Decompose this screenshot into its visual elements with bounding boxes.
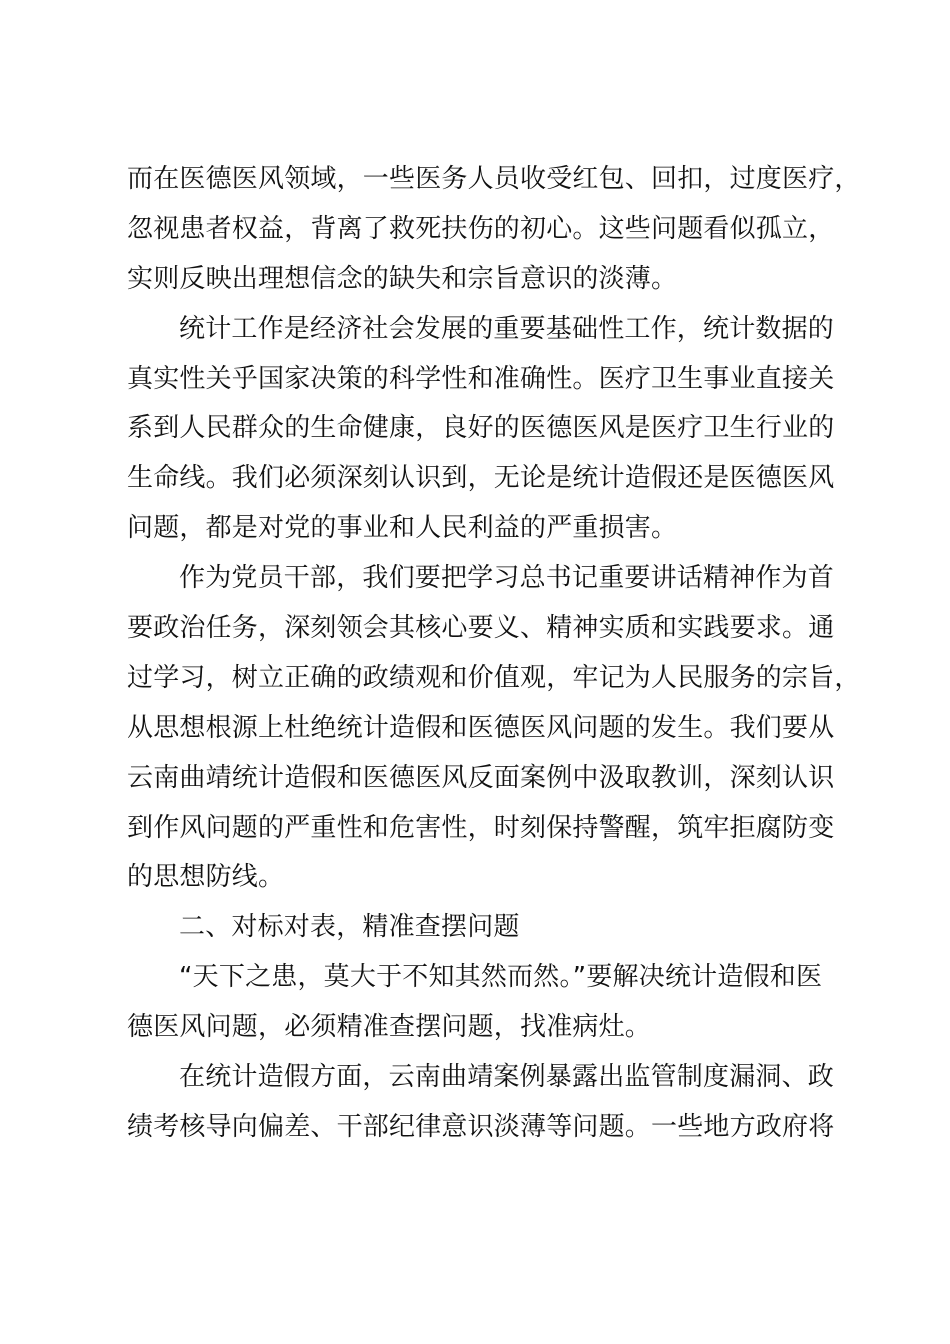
text-line: 真实性关乎国家决策的科学性和准确性。医疗卫生事业直接关 — [127, 363, 835, 394]
text-line: 生命线。我们必须深刻认识到，无论是统计造假还是医德医风 — [127, 463, 835, 494]
text-line: 从思想根源上杜绝统计造假和医德医风问题的发生。我们要从 — [127, 712, 835, 743]
section-heading: 二、对标对表，精准查摆问题 — [179, 912, 520, 943]
text-line: 忽视患者权益，背离了救死扶伤的初心。这些问题看似孤立， — [127, 213, 835, 244]
paragraph-first-line: 在统计造假方面，云南曲靖案例暴露出监管制度漏洞、政 — [179, 1062, 835, 1093]
text-line: 到作风问题的严重性和危害性，时刻保持警醒，筑牢拒腐防变 — [127, 812, 835, 843]
text-line: 而在医德医风领域，一些医务人员收受红包、回扣，过度医疗， — [127, 164, 861, 194]
paragraph-first-line: “天下之患，莫大于不知其然而然。”要解决统计造假和医 — [179, 962, 823, 993]
document-body — [127, 155, 861, 1153]
text-line: 问题，都是对党的事业和人民利益的严重损害。 — [127, 513, 678, 544]
paragraph-first-line: 作为党员干部，我们要把学习总书记重要讲话精神作为首 — [179, 563, 835, 594]
paragraph-first-line: 统计工作是经济社会发展的重要基础性工作，统计数据的 — [179, 313, 835, 344]
text-line: 绩考核导向偏差、干部纪律意识淡薄等问题。一些地方政府将 — [127, 1111, 835, 1142]
text-line: 的思想防线。 — [127, 862, 285, 893]
text-line: 云南曲靖统计造假和医德医风反面案例中汲取教训，深刻认识 — [127, 762, 835, 793]
text-line: 系到人民群众的生命健康，良好的医德医风是医疗卫生行业的 — [127, 413, 835, 444]
text-line: 过学习，树立正确的政绩观和价值观，牢记为人民服务的宗旨， — [127, 662, 861, 693]
text-line: 实则反映出理想信念的缺失和宗旨意识的淡薄。 — [127, 263, 678, 294]
text-line: 要政治任务，深刻领会其核心要义、精神实质和实践要求。通 — [127, 613, 835, 644]
text-line: 德医风问题，必须精准查摆问题，找准病灶。 — [127, 1012, 652, 1043]
